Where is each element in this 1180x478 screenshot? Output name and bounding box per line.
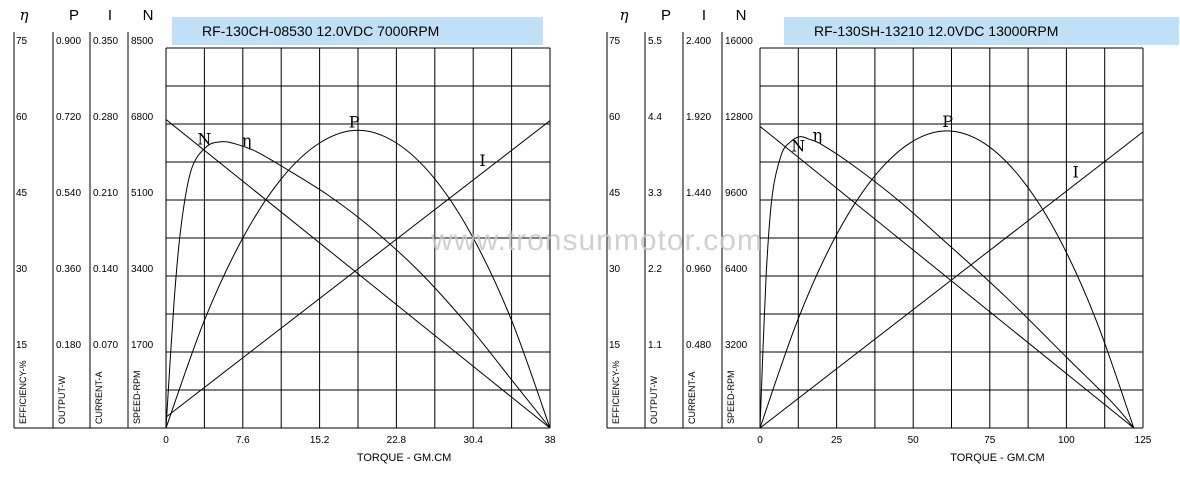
x-tick-label: 75: [984, 435, 996, 446]
y-tick-efficiency: 15: [609, 340, 621, 351]
header-symbol-eta: η: [619, 6, 629, 24]
y-tick-speed: 1700: [131, 340, 154, 351]
y-tick-speed: 8500: [131, 36, 154, 47]
y-tick-speed: 5100: [131, 188, 154, 199]
header-symbol-i: I: [701, 7, 707, 24]
header-symbol-p: P: [660, 7, 672, 24]
x-tick-label: 0: [757, 435, 763, 446]
y-tick-efficiency: 60: [16, 112, 28, 123]
y-tick-efficiency: 45: [609, 188, 621, 199]
y-tick-speed: 16000: [725, 36, 753, 47]
x-tick-label: 7.6: [235, 435, 250, 446]
y-tick-current: 0.140: [93, 264, 119, 275]
y-tick-output: 4.4: [648, 112, 662, 123]
y-tick-current: 0.350: [93, 36, 119, 47]
y-tick-output: 0.720: [56, 112, 82, 123]
x-tick-label: 22.8: [386, 435, 407, 446]
chart-title: RF-130SH-13210 12.0VDC 13000RPM: [814, 23, 1059, 39]
y-tick-speed: 3200: [725, 340, 748, 351]
y-tick-speed: 6800: [131, 112, 154, 123]
header-symbol-n: N: [735, 7, 747, 24]
y-tick-efficiency: 75: [16, 36, 28, 47]
axis-label-current: CURRENT-A: [94, 371, 104, 424]
axis-label-efficiency: EFFICIENCY-%: [611, 360, 621, 424]
y-tick-current: 1.920: [686, 112, 712, 123]
header-symbol-i: I: [107, 7, 113, 24]
y-tick-current: 1.440: [686, 188, 712, 199]
y-tick-efficiency: 15: [16, 340, 28, 351]
y-tick-current: 0.280: [93, 112, 119, 123]
curve-label-efficiency: η: [241, 130, 252, 150]
y-tick-output: 1.1: [648, 340, 662, 351]
curve-label-speed: N: [791, 136, 806, 156]
x-tick-label: 100: [1058, 435, 1075, 446]
x-tick-label: 15.2: [309, 435, 330, 446]
label-columns: [14, 32, 166, 428]
header-symbol-n: N: [142, 7, 154, 24]
y-tick-speed: 12800: [725, 112, 753, 123]
curve-label-current: I: [479, 151, 486, 171]
axis-label-output: OUTPUT-W: [649, 376, 659, 424]
x-tick-label: 125: [1134, 435, 1152, 446]
y-tick-output: 3.3: [648, 188, 662, 199]
x-tick-label: 0: [163, 435, 169, 446]
y-tick-current: 0.070: [93, 340, 119, 351]
plot-grid: [760, 48, 1143, 428]
y-tick-speed: 6400: [725, 264, 748, 275]
axis-label-current: CURRENT-A: [687, 371, 697, 424]
axis-label-output: OUTPUT-W: [57, 376, 67, 424]
y-tick-output: 0.900: [56, 36, 82, 47]
y-tick-speed: 9600: [725, 188, 748, 199]
axis-label-efficiency: EFFICIENCY-%: [18, 360, 28, 424]
y-tick-current: 2.400: [686, 36, 712, 47]
y-tick-efficiency: 30: [16, 264, 28, 275]
y-tick-efficiency: 45: [16, 188, 28, 199]
header-symbol-p: P: [68, 7, 80, 24]
axis-label-speed: SPEED-RPM: [726, 370, 736, 424]
chart-title: RF-130CH-08530 12.0VDC 7000RPM: [202, 23, 440, 39]
y-tick-output: 0.360: [56, 264, 82, 275]
y-tick-output: 5.5: [648, 36, 662, 47]
curve-label-output: P: [942, 112, 954, 132]
x-tick-label: 38: [544, 435, 556, 446]
x-axis-title: TORQUE - GM.CM: [950, 452, 1045, 464]
y-tick-current: 0.960: [686, 264, 712, 275]
curve-label-current: I: [1072, 162, 1079, 182]
y-tick-output: 0.180: [56, 340, 82, 351]
axis-label-speed: SPEED-RPM: [132, 370, 142, 424]
x-tick-label: 30.4: [463, 435, 483, 446]
y-tick-current: 0.480: [686, 340, 712, 351]
y-tick-efficiency: 75: [609, 36, 621, 47]
y-tick-output: 2.2: [648, 264, 662, 275]
y-tick-output: 0.540: [56, 188, 82, 199]
x-axis-title: TORQUE - GM.CM: [356, 452, 452, 464]
y-tick-efficiency: 30: [609, 264, 621, 275]
curve-label-output: P: [348, 112, 360, 132]
y-tick-current: 0.210: [93, 188, 119, 199]
y-tick-speed: 3400: [131, 264, 154, 275]
curve-label-speed: N: [197, 129, 212, 149]
x-tick-label: 25: [831, 435, 843, 446]
curve-label-efficiency: η: [812, 125, 823, 145]
y-tick-efficiency: 60: [609, 112, 621, 123]
header-symbol-eta: η: [19, 6, 29, 24]
watermark: www.tronsunmotor.com: [431, 224, 763, 257]
x-tick-label: 50: [907, 435, 919, 446]
